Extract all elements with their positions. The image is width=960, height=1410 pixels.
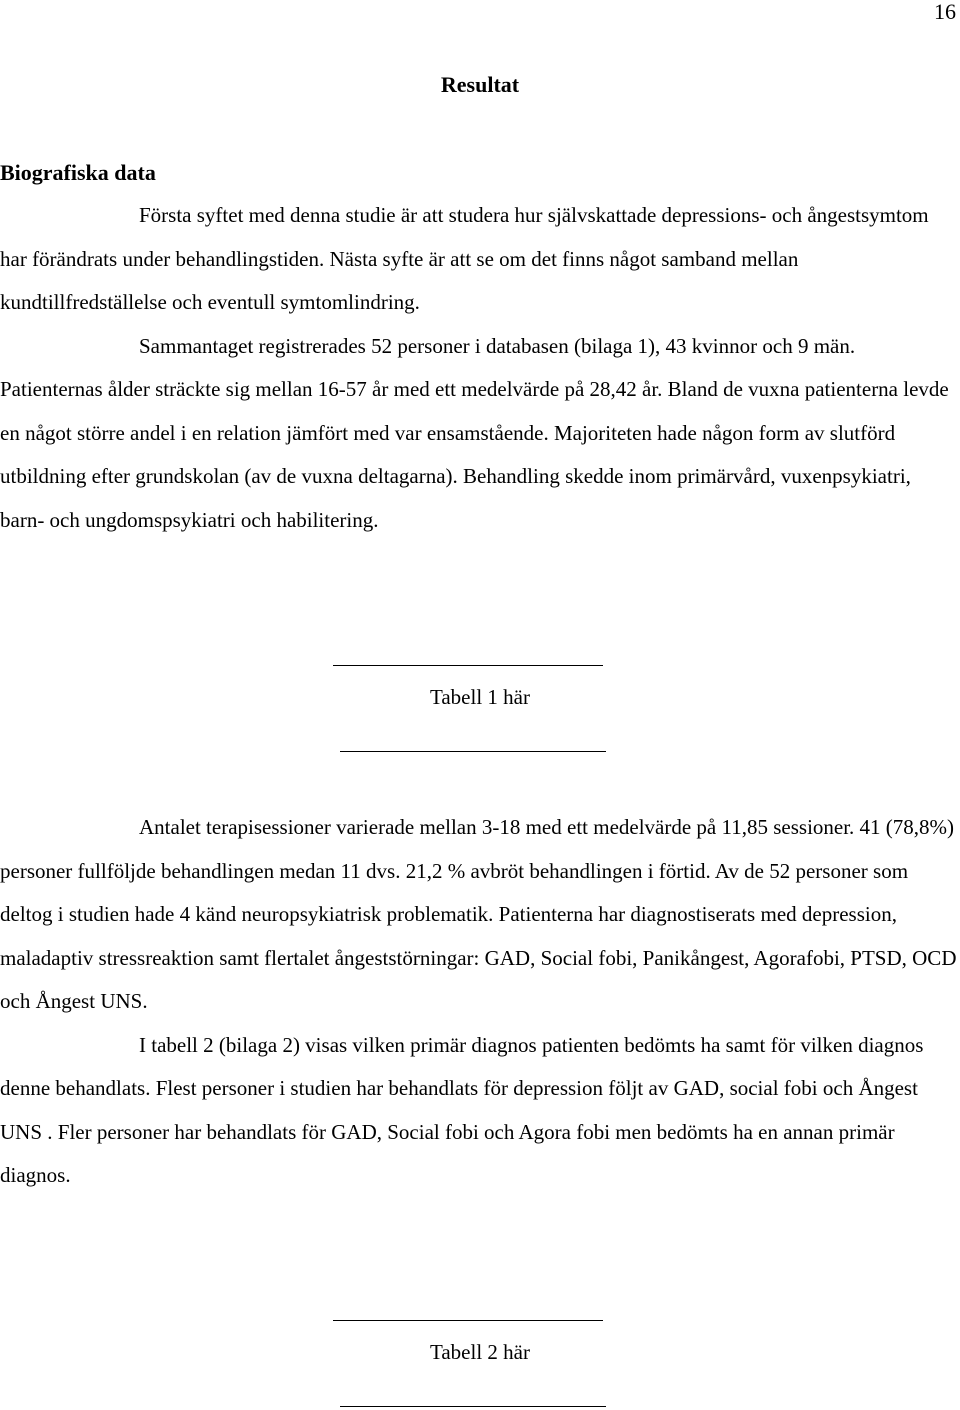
body-text-block-2	[0, 806, 960, 1198]
table2-placeholder: Tabell 2 här	[430, 1340, 530, 1364]
table1-top-rule	[333, 665, 603, 666]
body-text-block-1	[0, 194, 960, 542]
paragraph: Antalet terapisessioner varierade mellan 3-18 med ett medelvärde på 11,85 sessioner. 41 (78,8%) personer fullföljde behandlingen medan 11 dvs. 21,2 % avbröt behandlingen i förtid. Av de 52 personer som deltog i studien hade 4 känd neuropsykiatrisk problematik. Patienterna har diagnostiserats med depression, maladaptiv stressreaktion samt flertalet ångeststörningar: GAD, Social fobi, Panikångest, Agorafobi, PTSD, OCD och Ångest UNS.	[0, 815, 957, 1013]
table2-bottom-rule	[340, 1406, 606, 1407]
section-title: Resultat	[440, 72, 520, 97]
paragraph: Sammantaget registrerades 52 personer i databasen (bilaga 1), 43 kvinnor och 9 män. Patienternas ålder sträckte sig mellan 16-57 år med ett medelvärde på 28,42 år. Bland de vuxna patienterna levde en något större andel i en relation jämfört med var ensamstående. Majoriteten hade någon form av slutförd utbildning efter grundskolan (av de vuxna deltagarna). Behandling skedde inom primärvård, vuxenpsykiatri, barn- och ungdomspsykiatri och habilitering.	[0, 333, 949, 532]
table2-top-rule	[333, 1320, 603, 1321]
table1-bottom-rule	[340, 751, 606, 752]
paragraph: Första syftet med denna studie är att studera hur självskattade depressions- och ångestsymtom har förändrats under behandlingstiden. Nästa syfte är att se om det finns något samband mellan kundtillfredställelse och eventull symtomlindring.	[0, 203, 929, 314]
paragraph: I tabell 2 (bilaga 2) visas vilken primär diagnos patienten bedömts ha samt för vilken diagnos denne behandlats. Flest personer i studien har behandlats för depression följt av GAD, social fobi och Ångest UNS . Fler personer har behandlats för GAD, Social fobi och Agora fobi men bedömts ha en annan primär diagnos.	[0, 1032, 924, 1187]
page-number: 16	[934, 0, 956, 24]
subsection-title: Biografiska data	[0, 160, 156, 185]
table1-placeholder: Tabell 1 här	[430, 685, 530, 709]
